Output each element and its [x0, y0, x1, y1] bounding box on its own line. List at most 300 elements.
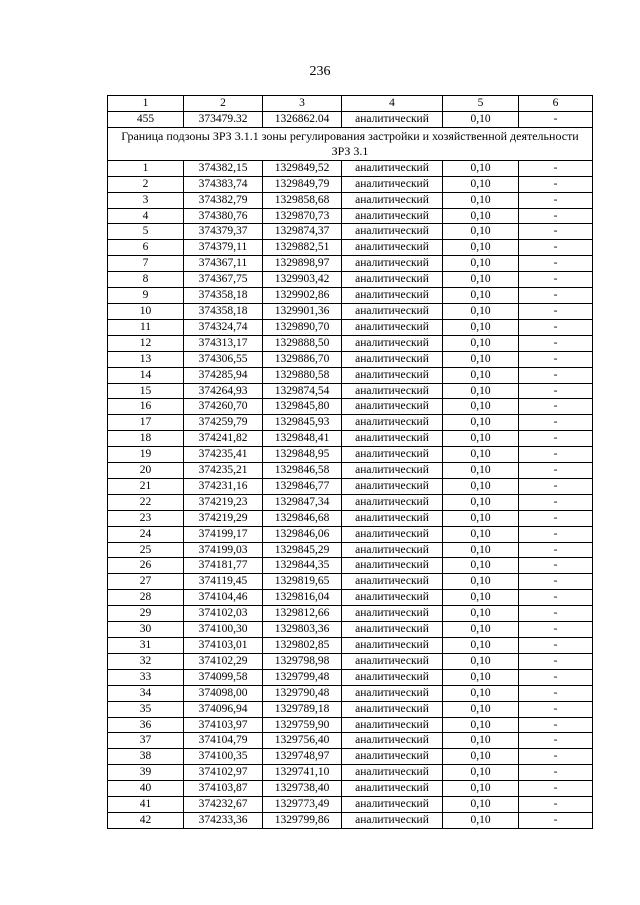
table-cell: 0,10	[443, 208, 519, 224]
table-cell: -	[519, 208, 593, 224]
table-cell: -	[519, 176, 593, 192]
table-cell: 10	[108, 303, 184, 319]
table-row	[108, 749, 593, 765]
table-row	[108, 733, 593, 749]
table-cell: -	[519, 494, 593, 510]
table-cell: аналитический	[342, 717, 443, 733]
table-cell: аналитический	[342, 431, 443, 447]
table-cell: 5	[108, 224, 184, 240]
table-cell: 374103,87	[184, 781, 263, 797]
table-cell: 0,10	[443, 111, 519, 127]
table-cell: 0,10	[443, 717, 519, 733]
table-cell: -	[519, 526, 593, 542]
header-row	[108, 96, 593, 112]
table-cell: -	[519, 749, 593, 765]
table-cell: 0,10	[443, 478, 519, 494]
table-cell: -	[519, 431, 593, 447]
table-cell: аналитический	[342, 208, 443, 224]
table-row	[108, 478, 593, 494]
table-cell: аналитический	[342, 288, 443, 304]
table-row	[108, 319, 593, 335]
table-cell: аналитический	[342, 256, 443, 272]
table-cell: 0,10	[443, 812, 519, 828]
table-cell: 0,10	[443, 288, 519, 304]
table-cell: -	[519, 733, 593, 749]
table-cell: -	[519, 463, 593, 479]
table-cell: 4	[108, 208, 184, 224]
table-cell: 0,10	[443, 685, 519, 701]
table-cell: 1329890,70	[263, 319, 342, 335]
table-cell: 2	[184, 96, 263, 112]
table-cell: 36	[108, 717, 184, 733]
table-cell: 41	[108, 797, 184, 813]
table-cell: 374380,76	[184, 208, 263, 224]
table-cell: 0,10	[443, 447, 519, 463]
table-cell: -	[519, 303, 593, 319]
table-cell: 30	[108, 622, 184, 638]
table-cell: аналитический	[342, 653, 443, 669]
table-cell: 1329903,42	[263, 272, 342, 288]
table-row	[108, 111, 593, 127]
table-cell: 1326862.04	[263, 111, 342, 127]
table-cell: -	[519, 399, 593, 415]
table-cell: 374102,03	[184, 606, 263, 622]
table-cell: -	[519, 558, 593, 574]
table-cell: аналитический	[342, 240, 443, 256]
table-cell: 1329802,85	[263, 638, 342, 654]
table-cell: 0,10	[443, 272, 519, 288]
table-cell: 6	[519, 96, 593, 112]
table-cell: аналитический	[342, 335, 443, 351]
table-cell: 22	[108, 494, 184, 510]
table-cell: аналитический	[342, 701, 443, 717]
table-cell: 374379,11	[184, 240, 263, 256]
table-row	[108, 701, 593, 717]
table-cell: 0,10	[443, 765, 519, 781]
coordinates-table-body	[108, 96, 593, 829]
table-row	[108, 765, 593, 781]
table-cell: 374199,03	[184, 542, 263, 558]
table-cell: 374219,29	[184, 510, 263, 526]
table-cell: 0,10	[443, 431, 519, 447]
table-cell: 39	[108, 765, 184, 781]
table-cell: 4	[342, 96, 443, 112]
table-row	[108, 574, 593, 590]
table-cell: 374100,30	[184, 622, 263, 638]
table-cell: 5	[443, 96, 519, 112]
table-cell: 29	[108, 606, 184, 622]
table-cell: 0,10	[443, 622, 519, 638]
table-cell: 1329848,41	[263, 431, 342, 447]
table-cell: аналитический	[342, 224, 443, 240]
table-cell: аналитический	[342, 494, 443, 510]
table-cell: -	[519, 351, 593, 367]
table-cell: 0,10	[443, 399, 519, 415]
table-cell: -	[519, 224, 593, 240]
table-cell: 374096,94	[184, 701, 263, 717]
table-row	[108, 797, 593, 813]
table-cell: 1329874,37	[263, 224, 342, 240]
table-cell: -	[519, 542, 593, 558]
table-cell: 0,10	[443, 590, 519, 606]
table-cell: 1329812,66	[263, 606, 342, 622]
table-cell: 0,10	[443, 669, 519, 685]
table-cell: 1329819,65	[263, 574, 342, 590]
table-cell: 28	[108, 590, 184, 606]
table-cell: аналитический	[342, 526, 443, 542]
table-cell: -	[519, 335, 593, 351]
table-cell: -	[519, 192, 593, 208]
table-cell: 374358,18	[184, 288, 263, 304]
table-cell: 21	[108, 478, 184, 494]
table-cell: 0,10	[443, 574, 519, 590]
table-row	[108, 526, 593, 542]
table-cell: 1329846,68	[263, 510, 342, 526]
table-cell: 1329858,68	[263, 192, 342, 208]
table-cell: аналитический	[342, 733, 443, 749]
table-cell: 1	[108, 160, 184, 176]
table-cell: 1329846,06	[263, 526, 342, 542]
table-cell: 24	[108, 526, 184, 542]
table-cell: 1329845,93	[263, 415, 342, 431]
table-cell: 1329803,36	[263, 622, 342, 638]
table-row	[108, 590, 593, 606]
table-cell: 374306,55	[184, 351, 263, 367]
table-cell: -	[519, 510, 593, 526]
table-cell: -	[519, 685, 593, 701]
table-cell: -	[519, 447, 593, 463]
table-cell: -	[519, 272, 593, 288]
table-cell: 14	[108, 367, 184, 383]
table-cell: 40	[108, 781, 184, 797]
table-cell: 35	[108, 701, 184, 717]
table-cell: аналитический	[342, 351, 443, 367]
table-row	[108, 399, 593, 415]
table-cell: 0,10	[443, 701, 519, 717]
table-cell: -	[519, 638, 593, 654]
table-row	[108, 812, 593, 828]
table-cell: 1329846,58	[263, 463, 342, 479]
table-row	[108, 494, 593, 510]
table-row	[108, 224, 593, 240]
table-cell: 455	[108, 111, 184, 127]
table-cell: 0,10	[443, 638, 519, 654]
table-row	[108, 717, 593, 733]
table-cell: -	[519, 653, 593, 669]
table-cell: 17	[108, 415, 184, 431]
table-cell: 1329748,97	[263, 749, 342, 765]
table-cell: 33	[108, 669, 184, 685]
table-cell: 1329759,90	[263, 717, 342, 733]
table-cell: 2	[108, 176, 184, 192]
table-row	[108, 256, 593, 272]
table-cell: 1329849,52	[263, 160, 342, 176]
table-row	[108, 606, 593, 622]
table-cell: аналитический	[342, 510, 443, 526]
table-cell: аналитический	[342, 463, 443, 479]
table-cell: аналитический	[342, 669, 443, 685]
table-cell: -	[519, 622, 593, 638]
table-cell: аналитический	[342, 574, 443, 590]
table-cell: 1329773,49	[263, 797, 342, 813]
table-cell: 1329845,80	[263, 399, 342, 415]
table-cell: 0,10	[443, 192, 519, 208]
table-row	[108, 367, 593, 383]
table-cell: 15	[108, 383, 184, 399]
table-cell: 374232,67	[184, 797, 263, 813]
table-row	[108, 272, 593, 288]
table-cell: аналитический	[342, 415, 443, 431]
table-cell: 0,10	[443, 351, 519, 367]
table-cell: 0,10	[443, 494, 519, 510]
table-cell: 0,10	[443, 383, 519, 399]
coordinates-table	[107, 95, 593, 829]
table-cell: аналитический	[342, 367, 443, 383]
table-cell: 374102,97	[184, 765, 263, 781]
table-cell: 1329886,70	[263, 351, 342, 367]
table-cell: аналитический	[342, 447, 443, 463]
table-row	[108, 351, 593, 367]
table-cell: 1329789,18	[263, 701, 342, 717]
table-cell: -	[519, 383, 593, 399]
table-cell: 1	[108, 96, 184, 112]
table-cell: аналитический	[342, 192, 443, 208]
table-row	[108, 431, 593, 447]
table-cell: 374285,94	[184, 367, 263, 383]
table-cell: 0,10	[443, 303, 519, 319]
table-cell: -	[519, 669, 593, 685]
table-cell: 11	[108, 319, 184, 335]
table-row	[108, 669, 593, 685]
table-cell: аналитический	[342, 749, 443, 765]
table-cell: 0,10	[443, 797, 519, 813]
table-cell: 42	[108, 812, 184, 828]
table-cell: аналитический	[342, 685, 443, 701]
table-row	[108, 176, 593, 192]
table-cell: 1329870,73	[263, 208, 342, 224]
table-cell: 12	[108, 335, 184, 351]
table-cell: 1329798,98	[263, 653, 342, 669]
table-cell: 374103,01	[184, 638, 263, 654]
table-cell: 34	[108, 685, 184, 701]
table-cell: 1329845,29	[263, 542, 342, 558]
table-cell: -	[519, 288, 593, 304]
table-cell: аналитический	[342, 558, 443, 574]
table-cell: 6	[108, 240, 184, 256]
table-cell: -	[519, 574, 593, 590]
table-cell: 1329898,97	[263, 256, 342, 272]
table-cell: 19	[108, 447, 184, 463]
table-cell: 374259,79	[184, 415, 263, 431]
table-cell: 3	[263, 96, 342, 112]
table-cell: 0,10	[443, 510, 519, 526]
table-cell: -	[519, 590, 593, 606]
table-cell: 374100,35	[184, 749, 263, 765]
table-cell: -	[519, 367, 593, 383]
table-cell: -	[519, 765, 593, 781]
table-cell: 1329901,36	[263, 303, 342, 319]
table-cell: 23	[108, 510, 184, 526]
table-cell: аналитический	[342, 319, 443, 335]
table-cell: аналитический	[342, 399, 443, 415]
table-cell: 0,10	[443, 224, 519, 240]
table-cell: 373479.32	[184, 111, 263, 127]
table-cell: 0,10	[443, 160, 519, 176]
table-cell: 374104,46	[184, 590, 263, 606]
section-title: Граница подзоны ЗРЗ 3.1.1 зоны регулирования застройки и хозяйственной деятельности ЗРЗ 3.1	[108, 127, 593, 160]
table-cell: 1329882,51	[263, 240, 342, 256]
table-cell: 38	[108, 749, 184, 765]
table-cell: 374367,75	[184, 272, 263, 288]
table-cell: 0,10	[443, 463, 519, 479]
table-cell: 32	[108, 653, 184, 669]
table-cell: 374119,45	[184, 574, 263, 590]
table-cell: 31	[108, 638, 184, 654]
table-cell: 1329849,79	[263, 176, 342, 192]
table-cell: 0,10	[443, 367, 519, 383]
table-cell: 374358,18	[184, 303, 263, 319]
table-cell: аналитический	[342, 606, 443, 622]
table-cell: -	[519, 256, 593, 272]
table-cell: 7	[108, 256, 184, 272]
table-cell: 374367,11	[184, 256, 263, 272]
table-row	[108, 781, 593, 797]
table-cell: 1329902,86	[263, 288, 342, 304]
table-cell: 0,10	[443, 176, 519, 192]
table-cell: 0,10	[443, 542, 519, 558]
table-cell: 374219,23	[184, 494, 263, 510]
table-cell: 374235,21	[184, 463, 263, 479]
table-cell: -	[519, 812, 593, 828]
table-cell: 374241,82	[184, 431, 263, 447]
table-cell: -	[519, 319, 593, 335]
table-cell: 374313,17	[184, 335, 263, 351]
table-cell: -	[519, 701, 593, 717]
table-cell: 20	[108, 463, 184, 479]
table-cell: -	[519, 160, 593, 176]
table-cell: аналитический	[342, 812, 443, 828]
table-cell: -	[519, 478, 593, 494]
table-cell: 25	[108, 542, 184, 558]
table-cell: 0,10	[443, 733, 519, 749]
table-cell: 374104,79	[184, 733, 263, 749]
table-cell: 1329799,48	[263, 669, 342, 685]
table-cell: 374099,58	[184, 669, 263, 685]
table-row	[108, 638, 593, 654]
table-row	[108, 447, 593, 463]
table-cell: -	[519, 797, 593, 813]
table-cell: 374181,77	[184, 558, 263, 574]
table-cell: 1329741,10	[263, 765, 342, 781]
table-cell: 374231,16	[184, 478, 263, 494]
table-cell: 0,10	[443, 558, 519, 574]
table-cell: 374379,37	[184, 224, 263, 240]
table-cell: аналитический	[342, 765, 443, 781]
table-cell: 37	[108, 733, 184, 749]
table-row	[108, 288, 593, 304]
table-cell: 374233,36	[184, 812, 263, 828]
table-cell: -	[519, 781, 593, 797]
table-row	[108, 383, 593, 399]
table-cell: 1329888,50	[263, 335, 342, 351]
table-cell: 0,10	[443, 240, 519, 256]
table-cell: 27	[108, 574, 184, 590]
table-cell: 374382,15	[184, 160, 263, 176]
section-title-row	[108, 127, 593, 160]
table-cell: 374264,93	[184, 383, 263, 399]
table-cell: 26	[108, 558, 184, 574]
table-cell: аналитический	[342, 797, 443, 813]
table-cell: аналитический	[342, 176, 443, 192]
table-cell: 1329846,77	[263, 478, 342, 494]
table-cell: аналитический	[342, 638, 443, 654]
table-cell: аналитический	[342, 303, 443, 319]
table-cell: 3	[108, 192, 184, 208]
table-cell: 374199,17	[184, 526, 263, 542]
table-cell: 374098,00	[184, 685, 263, 701]
table-cell: 374382,79	[184, 192, 263, 208]
table-cell: -	[519, 415, 593, 431]
table-row	[108, 622, 593, 638]
table-row	[108, 192, 593, 208]
table-cell: -	[519, 240, 593, 256]
table-cell: 18	[108, 431, 184, 447]
table-cell: аналитический	[342, 111, 443, 127]
table-cell: аналитический	[342, 160, 443, 176]
table-cell: 1329847,34	[263, 494, 342, 510]
table-cell: -	[519, 606, 593, 622]
table-cell: 13	[108, 351, 184, 367]
table-cell: -	[519, 717, 593, 733]
table-cell: 374235,41	[184, 447, 263, 463]
table-row	[108, 415, 593, 431]
table-cell: 1329844,35	[263, 558, 342, 574]
table-cell: 0,10	[443, 256, 519, 272]
table-cell: 0,10	[443, 335, 519, 351]
table-cell: 1329874,54	[263, 383, 342, 399]
table-cell: 1329738,40	[263, 781, 342, 797]
table-cell: 374103,97	[184, 717, 263, 733]
table-cell: 16	[108, 399, 184, 415]
table-row	[108, 335, 593, 351]
table-cell: 1329799,86	[263, 812, 342, 828]
table-row	[108, 208, 593, 224]
table-row	[108, 303, 593, 319]
table-row	[108, 240, 593, 256]
table-cell: аналитический	[342, 383, 443, 399]
table-cell: 0,10	[443, 606, 519, 622]
table-row	[108, 653, 593, 669]
table-cell: аналитический	[342, 590, 443, 606]
table-row	[108, 685, 593, 701]
table-cell: 0,10	[443, 749, 519, 765]
table-cell: аналитический	[342, 622, 443, 638]
table-cell: 374324,74	[184, 319, 263, 335]
table-cell: 0,10	[443, 319, 519, 335]
table-cell: аналитический	[342, 272, 443, 288]
table-row	[108, 160, 593, 176]
table-row	[108, 558, 593, 574]
page-number: 236	[309, 64, 331, 79]
table-cell: 1329790,48	[263, 685, 342, 701]
table-cell: 8	[108, 272, 184, 288]
table-cell: 0,10	[443, 653, 519, 669]
table-cell: 374260,70	[184, 399, 263, 415]
table-cell: 374102,29	[184, 653, 263, 669]
table-row	[108, 542, 593, 558]
table-cell: аналитический	[342, 781, 443, 797]
table-cell: 1329880,58	[263, 367, 342, 383]
